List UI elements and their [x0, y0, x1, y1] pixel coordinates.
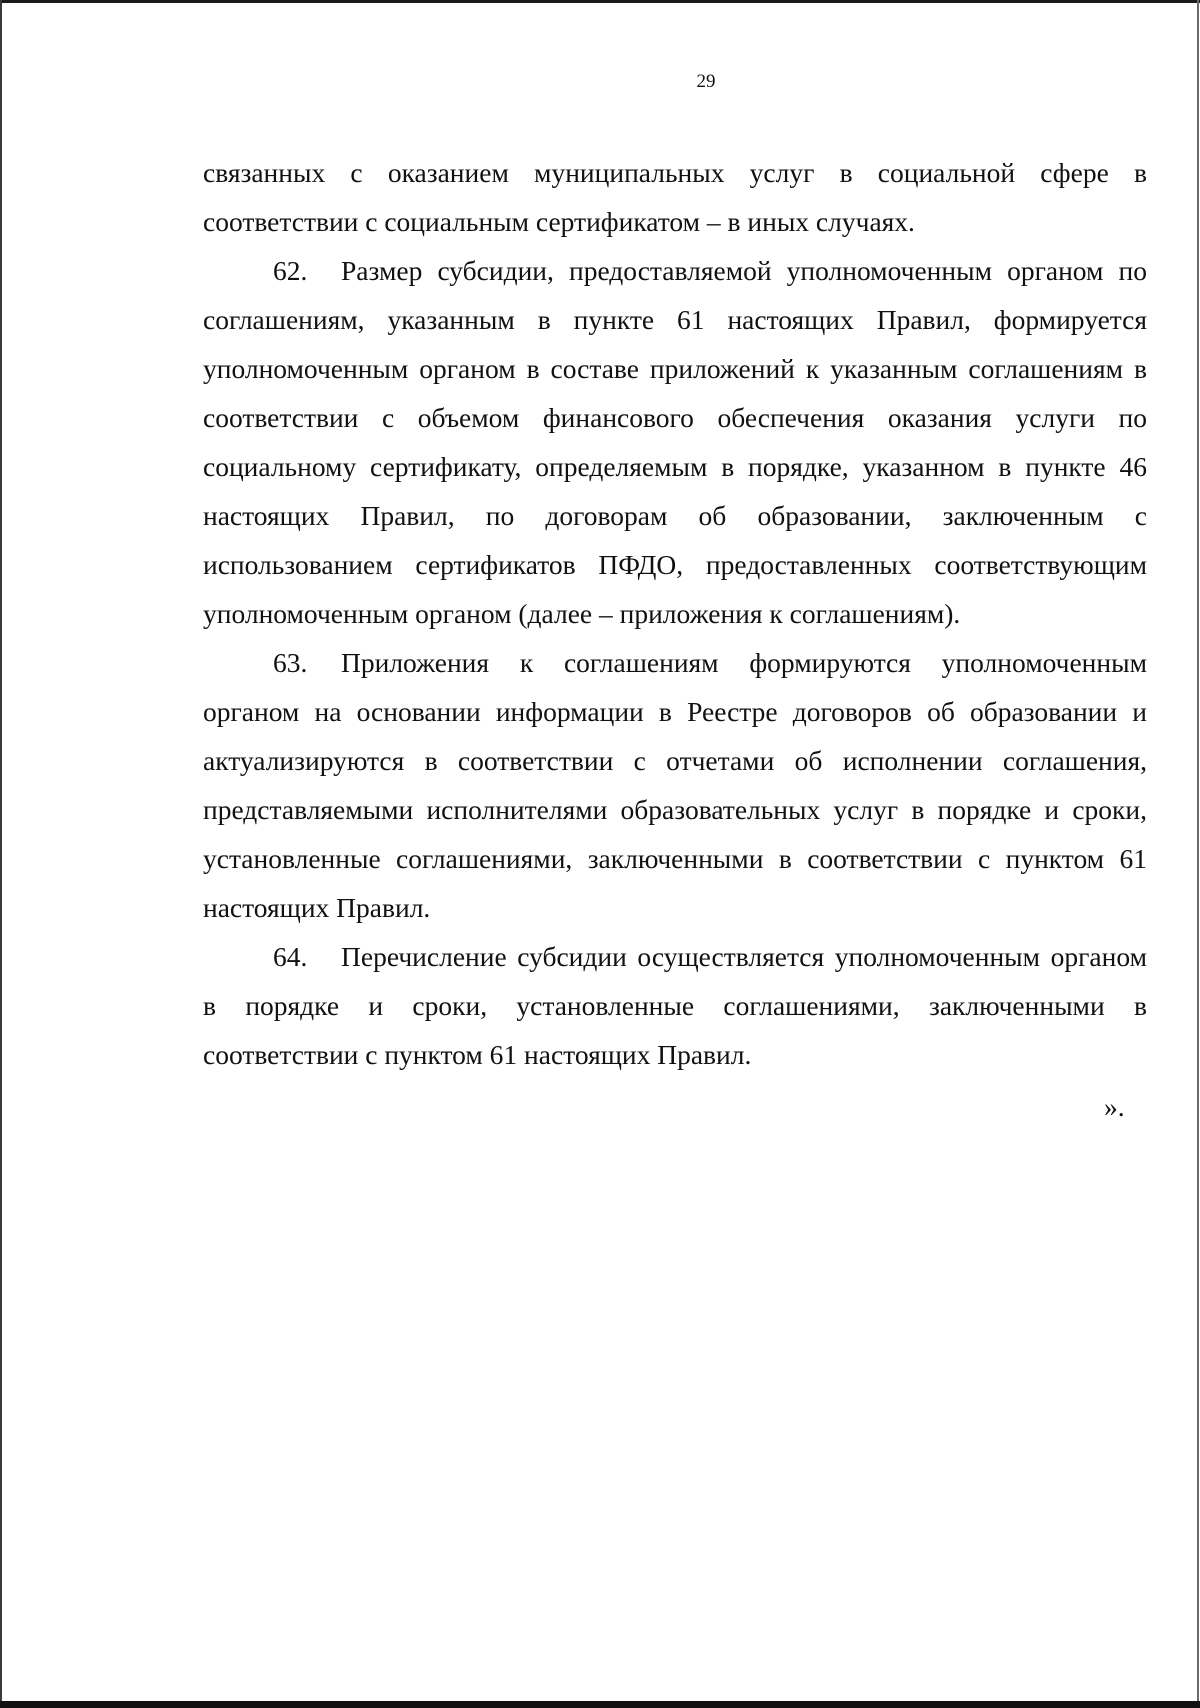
paragraph-62 [203, 246, 1147, 638]
paragraph-64 [203, 932, 1147, 1079]
paragraph-number: 62. [273, 255, 308, 286]
paragraph-number: 64. [273, 941, 308, 972]
paragraph-text: Перечисление субсидии осуществляется уполномоченным органом в порядке и сроки, установленные соглашениями, заключенными в соответствии с пунктом 61 настоящих Правил. [203, 941, 1147, 1070]
page-number: 29 [696, 71, 716, 92]
paragraph-continuation [203, 148, 1147, 246]
paragraph-text: связанных с оказанием муниципальных услуг в социальной сфере в соответствии с социальным сертификатом – в иных случаях. [203, 157, 1147, 237]
scan-edge-right [1197, 0, 1199, 1708]
paragraph-63 [203, 638, 1147, 932]
document-body [203, 148, 1147, 1079]
scan-edge-top [0, 0, 1200, 3]
paragraph-number: 63. [273, 647, 308, 678]
closing-quote: ». [1104, 1091, 1125, 1122]
scan-edge-left [0, 0, 2, 1708]
paragraph-text: Приложения к соглашениям формируются уполномоченным органом на основании информации в Реестре договоров об образовании и актуализируются в соответствии с отчетами об исполнении соглашения, представляемыми исполнителями образовательных услуг в порядке и сроки, установленные соглашениями, заключенными в соответствии с пунктом 61 настоящих Правил. [203, 647, 1147, 923]
scan-edge-bottom [0, 1701, 1200, 1708]
paragraph-text: Размер субсидии, предоставляемой уполномоченным органом по соглашениям, указанным в пункте 61 настоящих Правил, формируется уполномоченным органом в составе приложений к указанным соглашениям в соответствии с объемом финансового обеспечения оказания услуги по социальному сертификату, определяемым в порядке, указанном в пункте 46 настоящих Правил, по договорам об образовании, заключенным с использованием сертификатов ПФДО, предоставленных соответствующим уполномоченным органом (далее – приложения к соглашениям). [203, 255, 1147, 629]
